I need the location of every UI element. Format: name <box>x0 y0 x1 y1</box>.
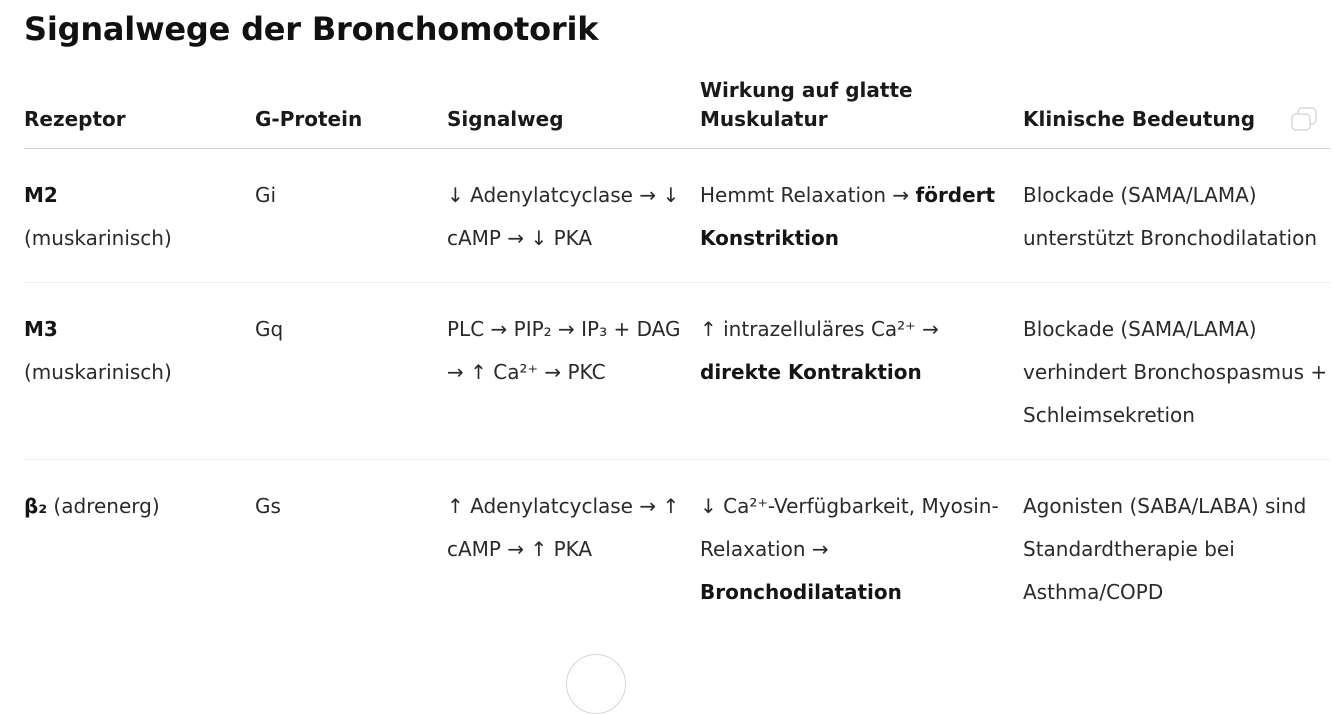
clinical-cell: Blockade (SAMA/LAMA) verhindert Bronchospasmus + Schleimsekretion <box>1023 283 1330 460</box>
clinical-cell: Agonisten (SABA/LABA) sind Standardtherapie bei Asthma/COPD <box>1023 494 1307 604</box>
receptor-name: M2 <box>24 183 58 207</box>
column-header-pathway: Signalweg <box>447 76 700 149</box>
receptor-type: (muskarinisch) <box>24 360 172 384</box>
effect-result: Bronchodilatation <box>700 580 902 604</box>
receptor-name: M3 <box>24 317 58 341</box>
g-protein-cell: Gi <box>255 149 447 283</box>
pathway-cell: ↓ Adenylatcyclase → ↓ cAMP → ↓ PKA <box>447 149 700 283</box>
table-row <box>24 149 1330 283</box>
copy-icon[interactable] <box>1290 106 1318 132</box>
column-header-clinical <box>1023 76 1330 149</box>
table-row <box>24 460 1330 637</box>
effect-cell <box>700 149 1023 283</box>
effect-result: direkte Kontraktion <box>700 360 922 384</box>
column-header-effect: Wirkung auf glatte Muskulatur <box>700 76 1023 149</box>
table-row <box>24 283 1330 460</box>
column-header-clinical-label: Klinische Bedeutung <box>1023 107 1256 131</box>
table-header-row <box>24 76 1330 149</box>
column-header-receptor: Rezeptor <box>24 76 255 149</box>
effect-text: ↓ Ca²⁺-Verfügbarkeit, Myosin-Relaxation → <box>700 494 999 561</box>
pathway-cell: ↑ Adenylatcyclase → ↑ cAMP → ↑ PKA <box>447 494 680 561</box>
column-header-g-protein: G-Protein <box>255 76 447 149</box>
receptor-table-container <box>24 76 1330 636</box>
scroll-down-button[interactable] <box>566 654 626 714</box>
receptor-cell <box>24 149 255 283</box>
receptor-type: (adrenerg) <box>47 494 160 518</box>
clinical-cell: Blockade (SAMA/LAMA) unterstützt Bronchodilatation <box>1023 149 1330 283</box>
receptor-cell <box>24 460 255 637</box>
receptor-name: β₂ <box>24 494 48 518</box>
effect-cell <box>700 460 1023 637</box>
receptor-cell <box>24 283 255 460</box>
effect-cell <box>700 283 1023 460</box>
effect-text: ↑ intrazelluläres Ca²⁺ → <box>700 317 939 341</box>
effect-text: Hemmt Relaxation → <box>700 183 910 207</box>
receptor-table <box>24 76 1330 636</box>
page-title: Signalwege der Bronchomotorik <box>24 10 599 48</box>
pathway-cell: PLC → PIP₂ → IP₃ + DAG → ↑ Ca²⁺ → PKC <box>447 283 700 460</box>
effect-result: fördert Konstriktion <box>700 183 996 250</box>
receptor-type: (muskarinisch) <box>24 226 172 250</box>
g-protein-cell: Gs <box>255 494 281 518</box>
g-protein-cell: Gq <box>255 283 447 460</box>
